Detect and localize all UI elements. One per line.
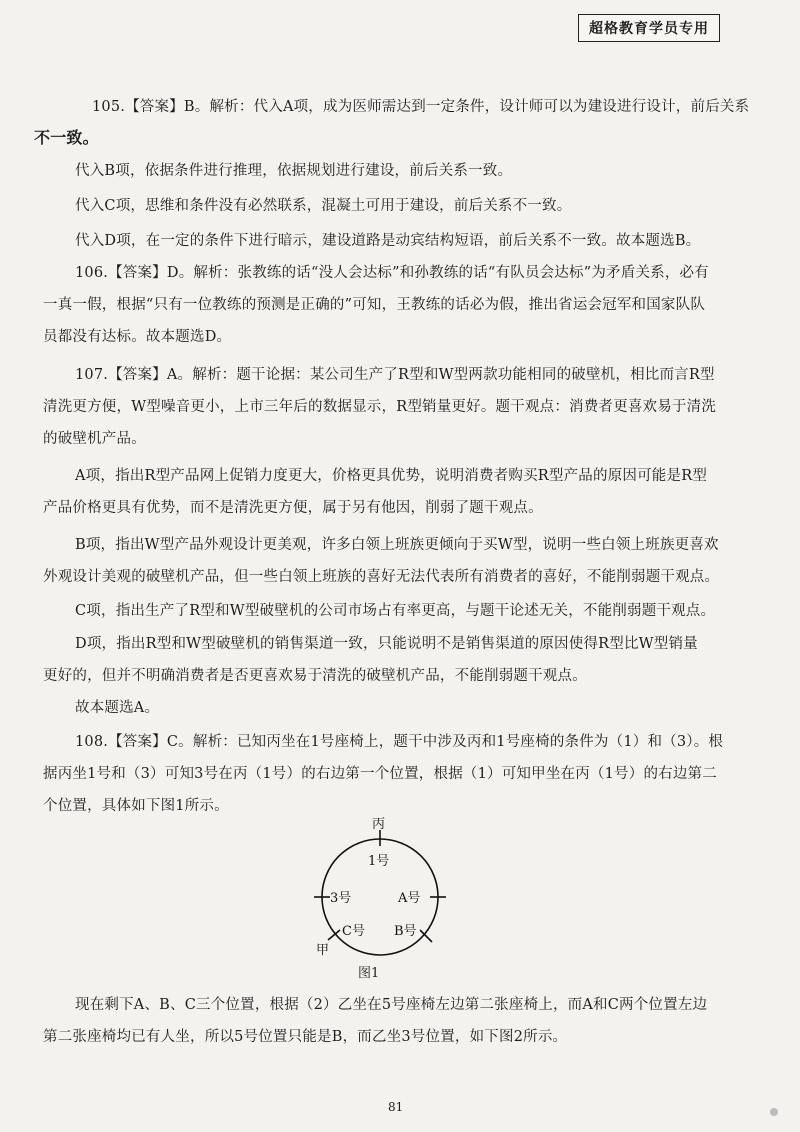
paragraph-105-line1: 105.【答案】B。解析：代入A项，成为医师需达到一定条件，设计师可以为建设进行设计，前后关系 <box>92 99 750 115</box>
paragraph-107-d-line2: 更好的，但并不明确消费者是否更喜欢易于清洗的破壁机产品，不能削弱题干观点。 <box>43 668 587 684</box>
paragraph-107-line3: 的破壁机产品。 <box>43 431 146 447</box>
paragraph-108-line2: 据丙坐1号和（3）可知3号在丙（1号）的右边第一个位置，根据（1）可知甲坐在丙（1号）的右边第二 <box>43 766 717 782</box>
label-seatC: C号 <box>342 924 365 939</box>
label-seat3: 3号 <box>330 891 352 906</box>
seating-circle-svg <box>300 812 460 987</box>
paragraph-107-b-line2: 外观设计美观的破壁机产品，但一些白领上班族的喜好无法代表所有消费者的喜好，不能削弱题干观点。 <box>43 569 720 585</box>
paragraph-107-conclusion: 故本题选A。 <box>75 700 160 716</box>
paragraph-105-d: 代入D项，在一定的条件下进行暗示，建设道路是动宾结构短语，前后关系不一致。故本题选B。 <box>75 233 701 249</box>
page-number: 81 <box>388 1100 404 1114</box>
label-bing: 丙 <box>372 817 386 832</box>
header-label: 超格教育学员专用 <box>578 14 720 42</box>
paragraph-108-line5: 第二张座椅均已有人坐，所以5号位置只能是B，而乙坐3号位置，如下图2所示。 <box>43 1029 568 1045</box>
paragraph-107-a-line1: A项，指出R型产品网上促销力度更大，价格更具优势，说明消费者购买R型产品的原因可能是R型 <box>75 468 708 484</box>
paragraph-107-line1: 107.【答案】A。解析：题干论据：某公司生产了R型和W型两款功能相同的破壁机，相比而言R型 <box>75 367 715 383</box>
label-jia: 甲 <box>316 943 330 958</box>
paragraph-108-line4: 现在剩下A、B、C三个位置，根据（2）乙坐在5号座椅左边第二张座椅上，而A和C两个位置左边 <box>75 997 708 1013</box>
paragraph-107-a-line2: 产品价格更具有优势，而不是清洗更方便，属于另有他因，削弱了题干观点。 <box>43 500 543 516</box>
paragraph-106-line2: 一真一假，根据“只有一位教练的预测是正确的”可知，王教练的话必为假，推出省运会冠军和国家队队 <box>43 297 706 313</box>
label-seatB: B号 <box>394 924 417 939</box>
paragraph-108-line1: 108.【答案】C。解析：已知丙坐在1号座椅上，题干中涉及丙和1号座椅的条件为（1）和（3）。根 <box>75 734 724 750</box>
paragraph-108-line3: 个位置，具体如下图1所示。 <box>43 798 229 814</box>
figure-caption: 图1 <box>358 966 380 981</box>
paragraph-107-c: C项，指出生产了R型和W型破壁机的公司市场占有率更高，与题干论述无关，不能削弱题干观点。 <box>75 603 716 619</box>
seating-diagram <box>300 812 460 987</box>
paragraph-107-line2: 清洗更方便，W型噪音更小，上市三年后的数据显示，R型销量更好。题干观点：消费者更喜欢易于清洗 <box>43 399 717 415</box>
scan-dot <box>770 1108 778 1116</box>
paragraph-107-b-line1: B项，指出W型产品外观设计更美观，许多白领上班族更倾向于买W型，说明一些白领上班族更喜欢 <box>75 537 719 553</box>
paragraph-107-d-line1: D项，指出R型和W型破壁机的销售渠道一致，只能说明不是销售渠道的原因使得R型比W型销量 <box>75 636 698 652</box>
paragraph-106-line1: 106.【答案】D。解析：张教练的话“没人会达标”和孙教练的话“有队员会达标”为矛盾关系，必有 <box>75 265 709 281</box>
label-seatA: A号 <box>398 891 421 906</box>
paragraph-105-c: 代入C项，思维和条件没有必然联系，混凝土可用于建设，前后关系不一致。 <box>75 198 572 214</box>
paragraph-105-b: 代入B项，依据条件进行推理，依据规划进行建设，前后关系一致。 <box>75 163 513 179</box>
paragraph-106-line3: 员都没有达标。故本题选D。 <box>43 329 232 345</box>
label-seat1: 1号 <box>368 854 390 869</box>
paragraph-105-line2: 不一致。 <box>34 128 99 147</box>
